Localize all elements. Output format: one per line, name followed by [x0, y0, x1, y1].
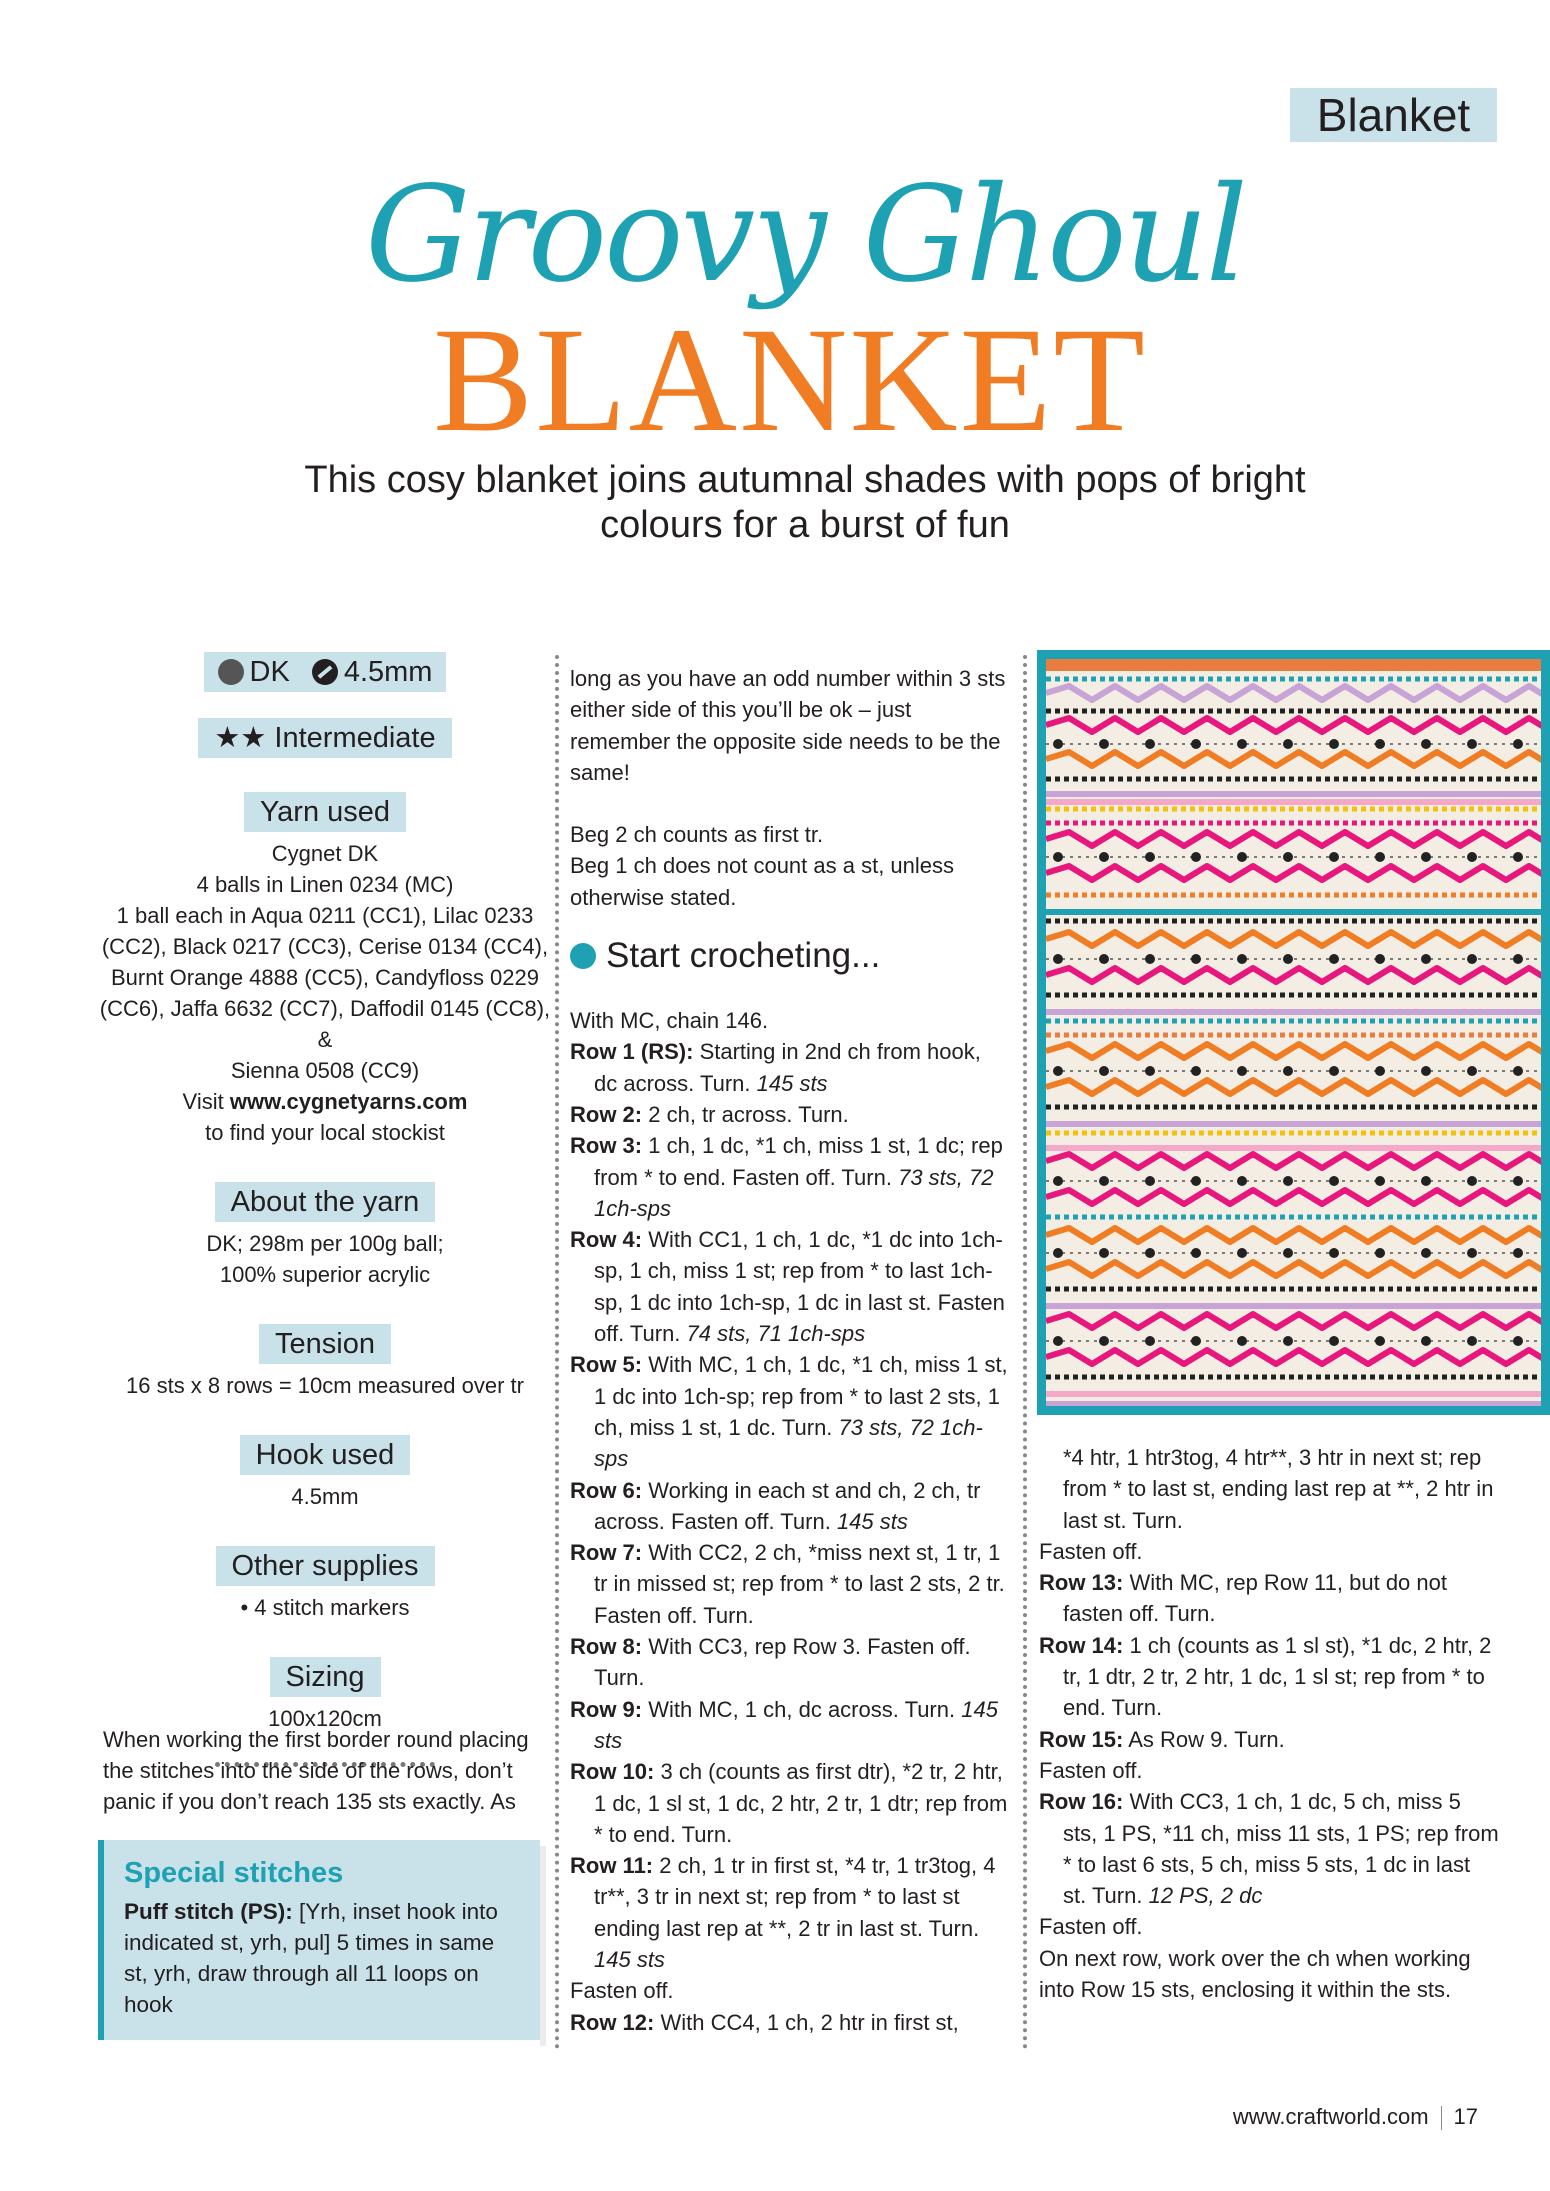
- yarn-line: Sienna 0508 (CC9): [230, 1058, 420, 1083]
- row-text: With CC2, 2 ch, *miss next st, 1 tr, 1 tr in missed st; rep from * to last 2 sts, 2 tr. Fasten off. Turn.: [594, 1540, 1005, 1628]
- puff-stitch: [1375, 852, 1385, 862]
- row-text: With MC, 1 ch, dc across. Turn.: [642, 1696, 962, 1722]
- row-text: Working in each st and ch, 2 ch, tr across. Fasten off. Turn.: [594, 1477, 981, 1534]
- yarn-line: (CC6), Jaffa 6632 (CC7), Daffodil 0145 (CC8), &: [99, 996, 551, 1052]
- row-label: Row 6:: [570, 1477, 643, 1503]
- puff-stitch: [1099, 1336, 1109, 1346]
- row-label: Row 5:: [570, 1352, 643, 1378]
- puff-stitch: [1191, 1336, 1201, 1346]
- puff-stitch: [1191, 739, 1201, 749]
- page-number: 17: [1453, 2104, 1478, 2129]
- other-supplies-text: • 4 stitch markers: [240, 1595, 410, 1620]
- beg-note-1: Beg 2 ch counts as first tr.: [570, 822, 824, 848]
- yarn-line: Burnt Orange 4888 (CC5), Candyfloss 0229: [110, 965, 539, 990]
- info-column: [100, 652, 550, 1767]
- row-text: 1 ch, 1 dc, *1 ch, miss 1 st, 1 dc; rep from * to end. Fasten off. Turn.: [594, 1133, 1003, 1190]
- puff-stitch: [1513, 1248, 1523, 1258]
- puff-stitch: [1421, 954, 1431, 964]
- row-label: Row 11:: [570, 1853, 654, 1879]
- row-text: Starting in 2nd ch from hook, dc across. Turn.: [594, 1039, 981, 1096]
- puff-stitch: [1099, 852, 1109, 862]
- puff-stitch: [1283, 954, 1293, 964]
- puff-stitch: [1191, 852, 1201, 862]
- row-label: Row 8:: [570, 1634, 643, 1660]
- row-text: With CC3, 1 ch, 1 dc, 5 ch, miss 5 sts, 1 PS, *11 ch, miss 11 sts, 1 PS; rep from * to last 6 sts, 5 ch, miss 5 sts, 1 dc in last st. Turn.: [1063, 1789, 1499, 1909]
- blanket-top-band: [1046, 659, 1550, 671]
- puff-stitch: [1467, 1066, 1477, 1076]
- puff-stitch: [1283, 1176, 1293, 1186]
- pattern-row-16: [1039, 1786, 1499, 1911]
- puff-stitch: [1329, 1336, 1339, 1346]
- puff-stitch: [1375, 1066, 1385, 1076]
- pattern-row-13: [1039, 1567, 1499, 1630]
- yarn-ball-icon: [570, 943, 596, 969]
- pattern-row-5: [570, 1349, 1010, 1474]
- puff-stitch: [1513, 954, 1523, 964]
- row-text: With CC4, 1 ch, 2 htr in first st,: [654, 2009, 959, 2035]
- stripe-band: [1046, 1391, 1550, 1397]
- puff-stitch: [1421, 852, 1431, 862]
- row-text: 3 ch (counts as first dtr), *2 tr, 2 htr, 1 dc, 1 sl st, 1 dc, 2 htr, 2 tr, 1 dtr; rep from * to end. Turn.: [594, 1759, 1008, 1847]
- row-12-continuation: *4 htr, 1 htr3tog, 4 htr**, 3 htr in next st; rep from * to last st, ending last rep at **, 2 htr in last st. Turn.: [1063, 1445, 1494, 1533]
- yarn-line: Cygnet DK: [271, 841, 379, 866]
- puff-stitch: [1053, 1176, 1063, 1186]
- puff-stitch: [1467, 1336, 1477, 1346]
- row-label: Row 10:: [570, 1759, 655, 1785]
- puff-stitch: [1283, 1066, 1293, 1076]
- pattern-row-15: [1039, 1724, 1499, 1755]
- row-label: Row 3:: [570, 1133, 643, 1159]
- puff-stitch: [1283, 852, 1293, 862]
- row-label: Row 1 (RS):: [570, 1039, 694, 1065]
- row-count: 74 sts, 71 1ch-sps: [686, 1321, 866, 1347]
- section-heading-text: Start crocheting...: [606, 936, 881, 976]
- footer-url[interactable]: www.craftworld.com: [1232, 2104, 1429, 2129]
- puff-stitch: [1191, 1066, 1201, 1076]
- yarn-weight: DK: [249, 655, 290, 688]
- puff-stitch: [1145, 1248, 1155, 1258]
- row-text: With MC, 1 ch, 1 dc, *1 ch, miss 1 st, 1 dc into 1ch-sp; rep from * to last 2 sts, 1 ch, miss 1 st, 1 dc. Turn.: [594, 1352, 1008, 1440]
- puff-stitch: [1467, 1248, 1477, 1258]
- puff-stitch-term: Puff stitch (PS):: [124, 1899, 293, 1924]
- puff-stitch: [1421, 1066, 1431, 1076]
- weight-hook-badge: [204, 652, 447, 692]
- puff-stitch: [1145, 739, 1155, 749]
- start-crocheting-heading: [570, 935, 1010, 977]
- puff-stitch: [1145, 1176, 1155, 1186]
- hook-used-heading: Hook used: [240, 1435, 411, 1475]
- pattern-column-middle: [570, 663, 1010, 2038]
- chain-instruction: With MC, chain 146.: [570, 1008, 769, 1034]
- next-row-note: On next row, work over the ch when working into Row 15 sts, enclosing it within the sts.: [1039, 1945, 1471, 2003]
- special-stitches-title: Special stitches: [124, 1857, 344, 1889]
- puff-stitch: [1145, 852, 1155, 862]
- row-text: With MC, rep Row 11, but do not fasten off. Turn.: [1063, 1570, 1447, 1627]
- about-line: DK; 298m per 100g ball;: [206, 1231, 444, 1256]
- row-text: 1 ch (counts as 1 sl st), *1 dc, 2 htr, 2 tr, 1 dtr, 2 tr, 2 htr, 1 dc, 1 sl st; rep from * to end. Turn.: [1063, 1632, 1492, 1721]
- stripe-band: [1046, 1401, 1550, 1407]
- hook-size: 4.5mm: [343, 655, 433, 688]
- puff-stitch: [1053, 954, 1063, 964]
- puff-stitch: [1329, 1176, 1339, 1186]
- puff-stitch: [1513, 1336, 1523, 1346]
- blanket-illustration: [1046, 659, 1550, 1415]
- puff-stitch: [1467, 1176, 1477, 1186]
- category-tag: Blanket: [1290, 88, 1497, 142]
- intro-continuation: long as you have an odd number within 3 sts either side of this you’ll be ok – just remember the opposite side needs to be the same!: [570, 666, 1006, 785]
- row-text: With CC3, rep Row 3. Fasten off. Turn.: [594, 1634, 971, 1691]
- page-footer: [1233, 2104, 1478, 2130]
- blanket-photo: [1037, 650, 1550, 1415]
- stripe-band: [1046, 791, 1550, 797]
- pattern-row-1: [570, 1036, 1010, 1099]
- puff-stitch: [1283, 1336, 1293, 1346]
- row-count: 145 sts: [594, 1696, 998, 1753]
- row-count: 73 sts, 72 1ch-sps: [594, 1414, 983, 1472]
- row-text: With CC1, 1 ch, 1 dc, *1 dc into 1ch-sp, 1 ch, miss 1 st; rep from * to last 1ch-sp, 1 dc into 1ch-sp, 1 dc in last st. Fasten off. Turn.: [594, 1227, 1005, 1347]
- puff-stitch: [1053, 1248, 1063, 1258]
- puff-stitch: [1237, 739, 1247, 749]
- row-label: Row 4:: [570, 1227, 643, 1253]
- tension-heading: Tension: [259, 1324, 391, 1364]
- pattern-row-7: [570, 1537, 1010, 1631]
- pattern-row-3: [570, 1130, 1010, 1224]
- puff-stitch: [1421, 739, 1431, 749]
- stripe-band: [1046, 909, 1550, 915]
- border-intro-text: When working the first border round placing the stitches into the side of the rows, don’t panic if you don’t reach 135 sts exactly. As: [103, 1727, 529, 1814]
- puff-stitch: [1375, 1248, 1385, 1258]
- puff-stitch: [1513, 1066, 1523, 1076]
- other-supplies-heading: Other supplies: [216, 1546, 435, 1586]
- row-label: Row 9:: [570, 1696, 643, 1722]
- cygnet-link[interactable]: www.cygnetyarns.com: [229, 1089, 468, 1114]
- row-count: 12 PS, 2 dc: [1148, 1883, 1263, 1909]
- stripe-band: [1046, 1121, 1550, 1127]
- puff-stitch: [1237, 852, 1247, 862]
- about-line: 100% superior acrylic: [219, 1262, 431, 1287]
- row-label: Row 7:: [570, 1540, 643, 1566]
- tension-text: 16 sts x 8 rows = 10cm measured over tr: [126, 1373, 524, 1398]
- stripe-band: [1046, 1009, 1550, 1015]
- row-label: Row 14:: [1039, 1632, 1124, 1658]
- puff-stitch: [1099, 1066, 1109, 1076]
- puff-stitch: [1053, 852, 1063, 862]
- puff-stitch: [1099, 1176, 1109, 1186]
- puff-stitch: [1375, 739, 1385, 749]
- hook-icon: [312, 659, 338, 685]
- puff-stitch: [1145, 1066, 1155, 1076]
- puff-stitch: [1329, 1066, 1339, 1076]
- title-line-2: BLANKET: [433, 297, 1147, 463]
- puff-stitch: [1329, 852, 1339, 862]
- puff-stitch: [1329, 1248, 1339, 1258]
- fasten-off: Fasten off.: [570, 1978, 674, 2004]
- column-divider-left: [555, 655, 559, 2050]
- stripe-band: [1046, 799, 1550, 805]
- row-label: Row 13:: [1039, 1570, 1124, 1596]
- pattern-row-9: [570, 1694, 1010, 1757]
- yarn-line: 1 ball each in Aqua 0211 (CC1), Lilac 0233: [116, 903, 534, 928]
- beg-note-2: Beg 1 ch does not count as a st, unless otherwise stated.: [570, 853, 955, 910]
- puff-stitch: [1053, 739, 1063, 749]
- stripe-band: [1046, 1303, 1550, 1309]
- puff-stitch: [1421, 1336, 1431, 1346]
- fasten-off: Fasten off.: [1039, 1538, 1143, 1564]
- yarn-ball-icon: [218, 659, 244, 685]
- puff-stitch: [1329, 954, 1339, 964]
- title-line-1: Groovy Ghoul: [365, 158, 1245, 312]
- puff-stitch: [1145, 1336, 1155, 1346]
- footer-separator: [1441, 2106, 1442, 2130]
- row-text: As Row 9. Turn.: [1123, 1726, 1285, 1752]
- pattern-row-4: [570, 1224, 1010, 1349]
- skill-level: ★★ Intermediate: [198, 718, 451, 758]
- hook-used-text: 4.5mm: [291, 1484, 359, 1509]
- fasten-off: Fasten off.: [1039, 1757, 1143, 1783]
- pattern-row-8: [570, 1631, 1010, 1694]
- puff-stitch: [1191, 954, 1201, 964]
- puff-stitch-definition: [Yrh, inset hook into indicated st, yrh, pul] 5 times in same st, yrh, draw through all 11 loops on hook: [124, 1899, 498, 2017]
- pattern-row-2: [570, 1099, 1010, 1130]
- about-yarn-heading: About the yarn: [215, 1182, 436, 1222]
- puff-stitch: [1145, 954, 1155, 964]
- puff-stitch: [1467, 852, 1477, 862]
- row-count: 73 sts, 72 1ch-sps: [594, 1164, 994, 1221]
- puff-stitch: [1283, 1248, 1293, 1258]
- pattern-row-11: [570, 1850, 1010, 1975]
- row-label: Row 15:: [1039, 1726, 1124, 1752]
- puff-stitch: [1237, 1248, 1247, 1258]
- sizing-heading: Sizing: [270, 1657, 381, 1697]
- pattern-row-10: [570, 1756, 1010, 1850]
- visit-suffix: to find your local stockist: [205, 1120, 445, 1145]
- standfirst: This cosy blanket joins autumnal shades with pops of bright colours for a burst of fun: [304, 459, 1306, 546]
- pattern-row-12: [570, 2007, 1010, 2038]
- sizing-text: 100x120cm: [268, 1706, 382, 1731]
- special-stitches-body: [124, 1896, 520, 2020]
- pattern-row-14: [1039, 1630, 1499, 1724]
- puff-stitch: [1237, 1176, 1247, 1186]
- puff-stitch: [1467, 954, 1477, 964]
- special-stitches-box: [98, 1840, 540, 2040]
- puff-stitch: [1467, 739, 1477, 749]
- yarn-line: 4 balls in Linen 0234 (MC): [196, 872, 454, 897]
- visit-prefix: Visit: [182, 1089, 230, 1114]
- row-label: Row 12:: [570, 2009, 655, 2035]
- puff-stitch: [1283, 739, 1293, 749]
- row-label: Row 16:: [1039, 1789, 1124, 1815]
- yarn-line: (CC2), Black 0217 (CC3), Cerise 0134 (CC4),: [101, 934, 549, 959]
- puff-stitch: [1053, 1336, 1063, 1346]
- fasten-off: Fasten off.: [1039, 1914, 1143, 1940]
- row-text: 2 ch, 1 tr in first st, *4 tr, 1 tr3tog, 4 tr**, 3 tr in next st; rep from * to last st ending last rep at **, 2 tr in last st. Turn.: [594, 1853, 996, 1941]
- column-divider-right: [1023, 655, 1027, 2050]
- puff-stitch: [1513, 1176, 1523, 1186]
- puff-stitch: [1053, 1066, 1063, 1076]
- puff-stitch: [1375, 1176, 1385, 1186]
- puff-stitch: [1375, 954, 1385, 964]
- puff-stitch: [1513, 852, 1523, 862]
- puff-stitch: [1191, 1176, 1201, 1186]
- puff-stitch: [1099, 954, 1109, 964]
- puff-stitch: [1099, 739, 1109, 749]
- puff-stitch: [1421, 1176, 1431, 1186]
- row-count: 145 sts: [836, 1508, 908, 1534]
- puff-stitch: [1099, 1248, 1109, 1258]
- puff-stitch: [1237, 1066, 1247, 1076]
- stripe-band: [1046, 1145, 1550, 1151]
- puff-stitch: [1329, 739, 1339, 749]
- puff-stitch: [1421, 1248, 1431, 1258]
- row-text: 2 ch, tr across. Turn.: [642, 1101, 849, 1127]
- row-label: Row 2:: [570, 1101, 643, 1127]
- yarn-used-body: [100, 838, 550, 1148]
- row-count: 145 sts: [594, 1946, 665, 1972]
- puff-stitch: [1513, 739, 1523, 749]
- puff-stitch: [1375, 1336, 1385, 1346]
- row-count: 145 sts: [756, 1070, 828, 1096]
- yarn-used-heading: Yarn used: [244, 792, 406, 832]
- visit-line: [100, 1086, 550, 1117]
- about-yarn-body: [100, 1228, 550, 1290]
- puff-stitch: [1237, 1336, 1247, 1346]
- pattern-column-right: [1039, 1442, 1499, 2005]
- puff-stitch: [1191, 1248, 1201, 1258]
- pattern-row-6: [570, 1475, 1010, 1538]
- puff-stitch: [1237, 954, 1247, 964]
